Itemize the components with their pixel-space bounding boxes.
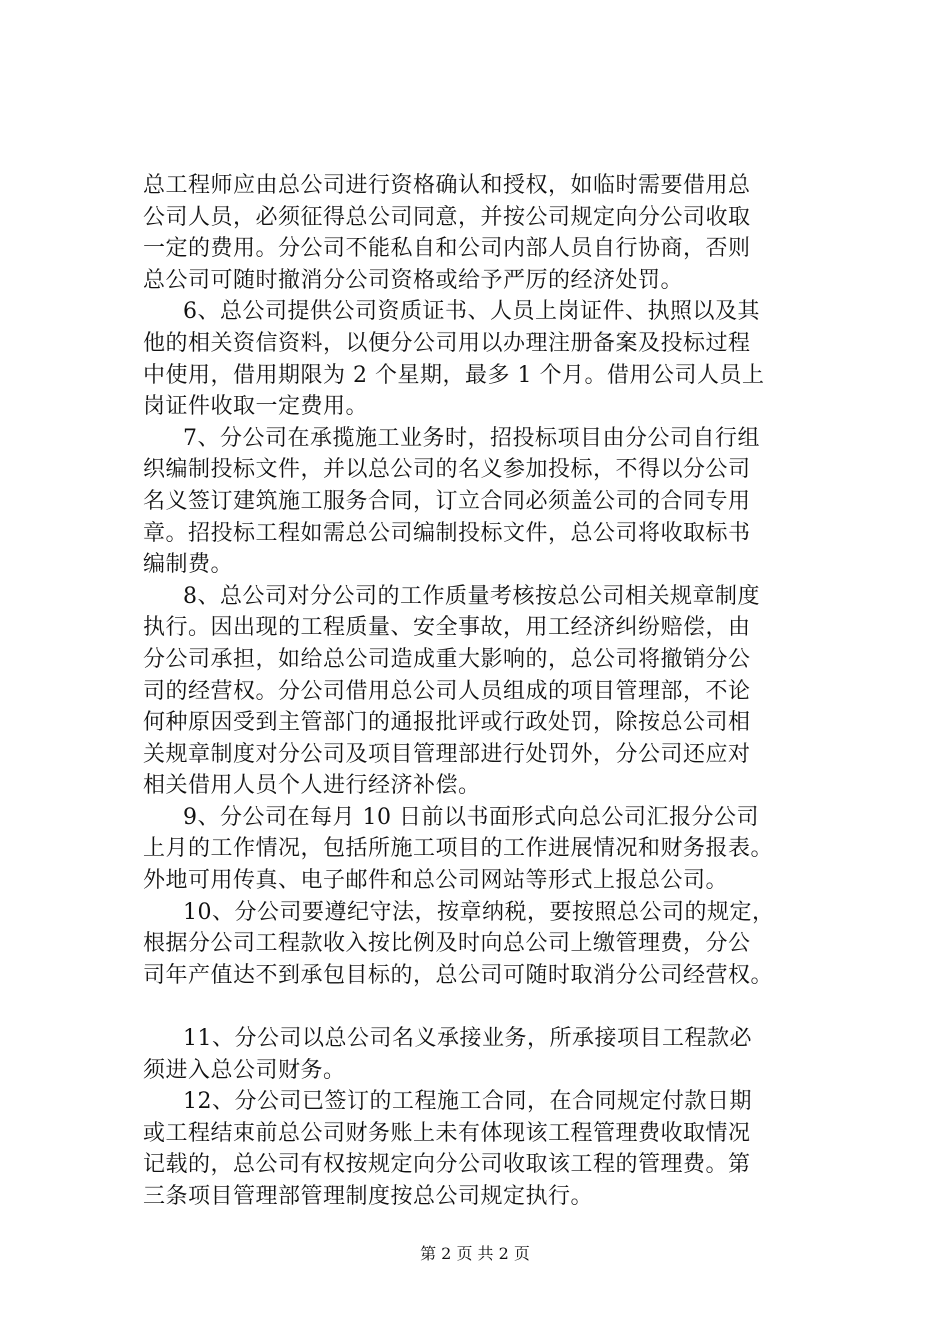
text-line: 须进入总公司财务。: [143, 1057, 346, 1083]
text-line: 12、分公司已签订的工程施工合同，在合同规定付款日期: [183, 1089, 752, 1115]
text-line: 或工程结束前总公司财务账上未有体现该工程管理费收取情况: [143, 1120, 751, 1146]
text-line: 总公司可随时撤消分公司资格或给予严厉的经济处罚。: [143, 267, 684, 293]
text-line: 何种原因受到主管部门的通报批评或行政处罚，除按总公司相: [143, 710, 751, 736]
text-line: 司的经营权。分公司借用总公司人员组成的项目管理部，不论: [143, 678, 751, 704]
text-line: 相关借用人员个人进行经济补偿。: [143, 773, 481, 799]
text-line: 上月的工作情况，包括所施工项目的工作进展情况和财务报表。: [143, 836, 774, 862]
text-line: 执行。因出现的工程质量、安全事故，用工经济纠纷赔偿，由: [143, 615, 751, 641]
paragraph: [143, 1023, 815, 1086]
text-line: 9、分公司在每月 10 日前以书面形式向总公司汇报分公司: [183, 804, 759, 830]
paragraph: [143, 802, 815, 897]
paragraph: [143, 423, 815, 581]
text-line: 外地可用传真、电子邮件和总公司网站等形式上报总公司。: [143, 868, 729, 894]
text-line: 织编制投标文件，并以总公司的名义参加投标，不得以分公司: [143, 457, 751, 483]
paragraph: [143, 170, 815, 296]
text-line: 关规章制度对分公司及项目管理部进行处罚外，分公司还应对: [143, 741, 751, 767]
text-line: 他的相关资信资料，以便分公司用以办理注册备案及投标过程: [143, 330, 751, 356]
paragraph: [143, 897, 815, 992]
text-line: 总工程师应由总公司进行资格确认和授权，如临时需要借用总: [143, 173, 751, 198]
text-line: 11、分公司以总公司名义承接业务，所承接项目工程款必: [183, 1026, 752, 1052]
text-line: 中使用，借用期限为 2 个星期，最多 1 个月。借用公司人员上: [143, 362, 765, 388]
text-line: 公司人员，必须征得总公司同意，并按公司规定向分公司收取: [143, 204, 751, 230]
paragraph: [143, 581, 815, 802]
text-line: 三条项目管理部管理制度按总公司规定执行。: [143, 1184, 594, 1209]
text-line: 分公司承担，如给总公司造成重大影响的，总公司将撤销分公: [143, 646, 751, 672]
text-line: 编制费。: [143, 552, 234, 578]
paragraph-spacer: [143, 991, 815, 1023]
text-line: 根据分公司工程款收入按比例及时向总公司上缴管理费，分公: [143, 931, 751, 957]
text-line: 司年产值达不到承包目标的，总公司可随时取消分公司经营权。: [143, 962, 774, 988]
text-line: 一定的费用。分公司不能私自和公司内部人员自行协商，否则: [143, 236, 751, 262]
text-line: 8、总公司对分公司的工作质量考核按总公司相关规章制度: [183, 583, 760, 609]
text-line: 章。招投标工程如需总公司编制投标文件，总公司将收取标书: [143, 520, 751, 546]
text-line: 10、分公司要遵纪守法，按章纳税，要按照总公司的规定，: [183, 899, 775, 925]
document-body: [143, 170, 815, 1213]
paragraph: [143, 1086, 815, 1212]
text-line: 7、分公司在承揽施工业务时，招投标项目由分公司自行组: [183, 425, 760, 451]
page-footer: 第 2 页 共 2 页: [420, 1244, 530, 1263]
text-line: 名义签订建筑施工服务合同，订立合同必须盖公司的合同专用: [143, 488, 751, 514]
paragraph: [143, 296, 815, 422]
text-line: 6、总公司提供公司资质证书、人员上岗证件、执照以及其: [183, 299, 760, 325]
text-line: 记载的，总公司有权按规定向分公司收取该工程的管理费。第: [143, 1152, 751, 1178]
text-line: 岗证件收取一定费用。: [143, 394, 369, 420]
